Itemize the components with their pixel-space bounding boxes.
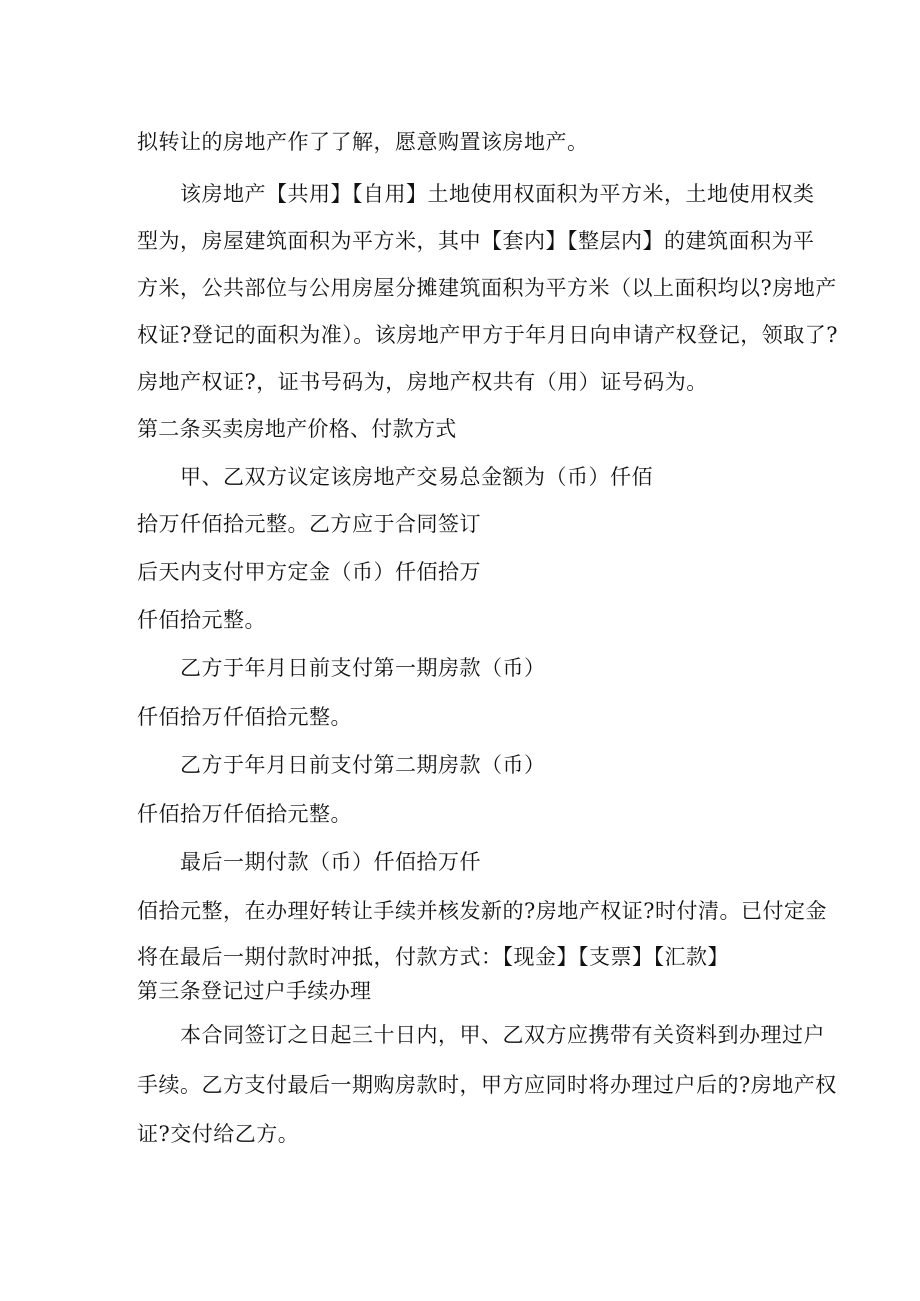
paragraph-line: 乙方于年月日前支付第一期房款（币） xyxy=(180,656,546,680)
paragraph-line: 拟转让的房地产作了了解，愿意购置该房地产。 xyxy=(137,130,589,154)
section-heading: 第三条登记过户手续办理 xyxy=(137,979,372,1003)
paragraph-line: 证?交付给乙方。 xyxy=(137,1122,300,1146)
paragraph-line: 手续。乙方支付最后一期购房款时，甲方应同时将办理过户后的?房地产权 xyxy=(137,1073,837,1097)
paragraph-line: 该房地产【共用】【自用】土地使用权面积为平方米，土地使用权类 xyxy=(180,182,815,206)
paragraph-line: 佰拾元整，在办理好转让手续并核发新的?房地产权证?时付清。已付定金 xyxy=(137,899,828,923)
paragraph-line: 仟佰拾万仟佰拾元整。 xyxy=(137,802,352,826)
paragraph-line: 仟佰拾万仟佰拾元整。 xyxy=(137,705,352,729)
paragraph-line: 型为，房屋建筑面积为平方米，其中【套内】【整层内】的建筑面积为平 xyxy=(137,229,815,253)
paragraph-line: 后天内支付甲方定金（币）仟佰拾万 xyxy=(137,560,481,584)
paragraph-line: 本合同签订之日起三十日内，甲、乙双方应携带有关资料到办理过户 xyxy=(180,1023,825,1047)
paragraph-line: 乙方于年月日前支付第二期房款（币） xyxy=(180,753,546,777)
paragraph-line: 仟佰拾元整。 xyxy=(137,608,266,632)
section-heading: 第二条买卖房地产价格、付款方式 xyxy=(137,417,457,441)
paragraph-line: 甲、乙双方议定该房地产交易总金额为（币）仟佰 xyxy=(180,465,653,489)
paragraph-line: 房地产权证?，证书号码为，房地产权共有（用）证号码为。 xyxy=(137,370,708,394)
paragraph-line: 拾万仟佰拾元整。乙方应于合同签订 xyxy=(137,512,481,536)
paragraph-line: 最后一期付款（币）仟佰拾万仟 xyxy=(180,850,481,874)
paragraph-line: 方米，公共部位与公用房屋分摊建筑面积为平方米（以上面积均以?房地产 xyxy=(137,276,837,300)
paragraph-line: 权证?登记的面积为准）。该房地产甲方于年月日向申请产权登记，领取了? xyxy=(137,323,839,347)
paragraph-line: 将在最后一期付款时冲抵，付款方式：【现金】【支票】【汇款】 xyxy=(137,945,729,969)
